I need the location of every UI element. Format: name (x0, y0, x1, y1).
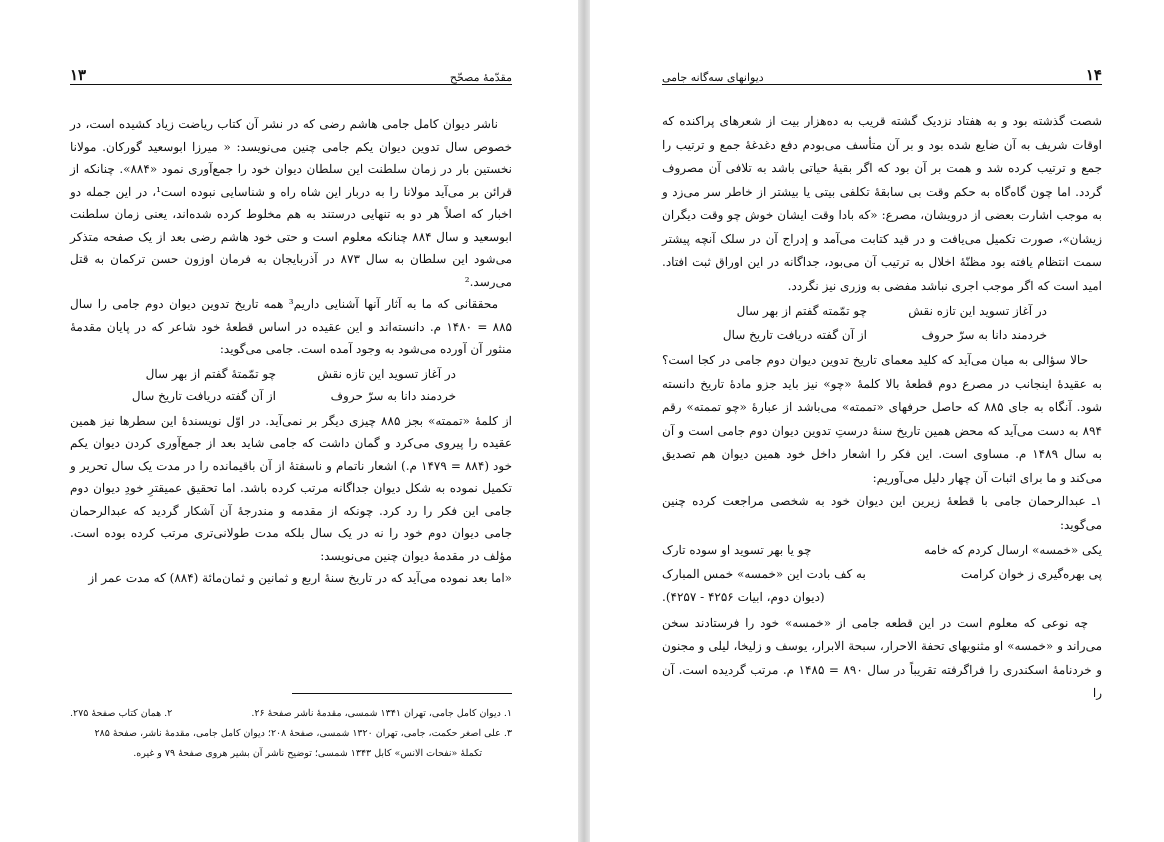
verse-hemistich: از آن گفته دریافت تاریخ سال (131, 389, 276, 403)
running-title: دیوانهای سه‌گانه جامی (662, 71, 764, 84)
verse-line (662, 300, 1102, 324)
verse-block (662, 539, 1102, 610)
page-body (662, 110, 1102, 706)
running-title: مقدّمهٔ مصحّح (449, 71, 512, 84)
footnote-rule (292, 693, 512, 694)
verse-hemistich: چو تمّمته گفتم از بهر سال (736, 304, 867, 318)
paragraph: از کلمهٔ «تممته» بجز ۸۸۵ چیزی دیگر بر نمی‌آید. در اوّل نویسندهٔ این سطرها نیز همین عقیده را پیروی می‌کرد و گمان داشت که جامی شاید بعد از جمع‌آوری کردن دیوان یکم خود (۸۸۴ = ۱۴۷۹ م.) اشعار ناتمام و ناسفتهٔ از آن باقیمانده را در مدت یک سال تحریر و تکمیل نموده به شکل دیوان جداگانه مرتب کرده باشد. اما تحقیق عمیقترِ خودِ دیوان دوم جامی این فکر را رد کرد. چونکه از مقدمه و مندرجهٔ آن آشکار گردید که عبدالرحمان جامی دیوان دوم خود را نه در یک سال بلکه مدت طولانی‌تری مرتب کرده بوده است. مؤلف در مقدمهٔ دیوان چنین می‌نویسد: (70, 413, 513, 563)
header-rule (70, 84, 512, 85)
paragraph: محققانی که ما به آثار آنها آشنایی داریم³ همه تاریخ تدوین دیوان دوم جامی را سال ۸۸۵ = ۱۴۸۰ م. دانسته‌اند و این عقیده در اساس قطعهٔ خود شاعر که در پایان مقدمهٔ منثور آن آورده می‌شود به وجود آمده است. جامی می‌گوید: (70, 297, 512, 356)
footnote: ۲. همان کتاب صفحهٔ ۲۷۵. (70, 708, 173, 719)
verse-line (70, 385, 512, 408)
verse-hemistich: به کف بادت این «خمسه» خمس المبارک (662, 566, 866, 581)
verse-hemistich: چو تمّمتهٔ گفتم از بهر سال (145, 366, 276, 381)
paragraph: چه نوعی که معلوم است در این قطعه جامی از «خمسه» خود را فرستادند سخن می‌راند و «خمسه» او مثنویهای تحفة الاحرار، سبحة الابرار، یوسف و زلیخا، لیلی و مجنون و خردنامهٔ اسکندری را فراگرفته تقریباً در سال ۸۹۰ = ۱۴۸۵ م. مرتب گردیده است. آن را (662, 615, 1103, 700)
header-rule (662, 84, 1102, 85)
verse-hemistich: چو یا بهر تسوید او سوده تارک (662, 543, 812, 557)
verse-hemistich: خردمند دانا به سرّ حروف (921, 327, 1047, 342)
verse-hemistich: در آغاز تسوید این تازه نقش (908, 304, 1047, 318)
page-number: ۱۴ (1085, 66, 1102, 84)
right-page (590, 0, 1164, 842)
footnote-line (70, 704, 512, 724)
book-gutter (578, 0, 590, 842)
footnote: ۳. علی اصغر حکمت، جامی، تهران ۱۳۲۰ شمسی، صفحهٔ ۲۰۸؛ دیوان کامل جامی، مقدمهٔ ناشر، صفحهٔ ۲۸۵ (94, 728, 512, 739)
verse-line (662, 324, 1102, 348)
verse-hemistich: خردمند دانا به سرّ حروف (330, 389, 456, 403)
verse-line (662, 539, 1102, 563)
verse-line (662, 563, 1102, 587)
page-body (70, 113, 512, 590)
verse-hemistich: یکی «خمسه» ارسال کردم که خامه (924, 543, 1102, 557)
left-page (0, 0, 578, 842)
footnote-line (70, 724, 512, 744)
footnote: تکملهٔ «نفحات الانس» کابل ۱۳۴۳ شمسی؛ توضیح ناشر آن بشیر هروی صفحهٔ ۷۹ و غیره. (133, 748, 482, 759)
verse-reference: (دیوان دوم، ابیات ۴۲۵۶ - ۴۲۵۷). (662, 590, 825, 604)
paragraph: «اما بعد نموده می‌آید که در تاریخ سنهٔ اربع و ثمانین و ثمان‌مائة (۸۸۴) که مدت عمر از (88, 571, 512, 585)
paragraph: ناشر دیوان کامل جامی هاشم رضی که در نشر آن کتاب ریاضت زیاد کشیده است، در خصوص سال تدوین دیوان یکم جامی چنین می‌نویسد: « میرزا ابوسعید گورکان. مولانا نخستین بار در زمان سلطنت این سلطان دیوان خود را جمع‌آوری نمود «۸۸۴». چنانکه از قرائن بر می‌آید مولانا را به دربار این شاه راه و شناسایی نبوده است¹، در این جمله دو اخبار که اصلاً هر دو به تنهایی درستند به هم مخلوط کرده شده‌اند، یعنی زمان سلطنت ابوسعید و سال ۸۸۴ چنانکه معلوم است و حتی خود هاشم رضی بعد از یک صفحه متذکر می‌شود این سلطان به سال ۸۷۳ در آذربایجان به فرمان اوزون حسن ترکمان به قتل می‌رسد.² (70, 117, 513, 289)
page-header (70, 60, 512, 84)
page-header (662, 60, 1102, 84)
verse-block (662, 300, 1102, 347)
footnotes (70, 704, 512, 764)
verse-hemistich: پی بهره‌گیری ز خوان کرامت (960, 566, 1102, 581)
paragraph: حالا سؤالی به میان می‌آید که کلید معمای تاریخ تدوین دیوان دوم جامی در کجا است؟ به عقیدهٔ اینجانب در مصرع دوم قطعهٔ بالا کلمهٔ «چو» نیز باید جزو مادهٔ تاریخ دانسته شود. آنگاه به جای ۸۸۵ که حاصل حرفهای «تممته» می‌باشد از عبارهٔ «چو تممته» رقم ۸۹۴ به دست می‌آید که محض همین تاریخ سنهٔ درستِ تدوین دیوان دوم جامی است و آن به سال ۱۴۸۹ م. مساوی است. این فکر را اشعار داخل خود همین دیوان هم تصدیق می‌کند و ما برای اثبات آن چهار دلیل می‌آوریم: (662, 353, 1103, 485)
paragraph: ۱ـ عبدالرحمان جامی با قطعهٔ زیرین این دیوان خود به شخصی مراجعت کرده چنین می‌گوید: (662, 494, 1102, 532)
paragraph: شصت گذشته بود و به هفتاد نزدیک گشته قریب به ده‌هزار بیت از شعرهای پراکنده که اوقات شریف به آن ضایع شده بود و بر آن متأسف می‌بودم دفع دغدغهٔ جمع و ترتیب را جمع و ترتیب کرده شد و همت بر آن بود که اگر بقیهٔ حیاتی باشد به تلافی آن مصروف گردد. اما چون گاه‌گاه به حکم وقت بی سابقهٔ تکلفی بیتی یا بیشتر از خاطر سر می‌زد و به موجب اشارت بعضی از درویشان، مصرع: «که بادا وقت ایشان خوش چو وقت دیگران زیشان»، صورت تکمیل می‌یافت و در قید کتابت می‌آمد و إدراج آن در سلک آنچه پیشتر سمت انتظام یافته بود مظنّهٔ اخلال به ترتیب آن می‌بود، جداگانه در این اوراق ثبت افتاد. امید است که اگر موجب اجری نباشد مفضی به وزری نیز نگردد. (662, 114, 1102, 293)
verse-hemistich: در آغاز تسوید این تازه نقش (317, 366, 456, 381)
verse-line (70, 363, 512, 386)
verse-hemistich: از آن گفته دریافت تاریخ سال (722, 327, 867, 342)
footnote: ۱. دیوان کامل جامی، تهران ۱۳۴۱ شمسی، مقدمهٔ ناشر صفحهٔ ۲۶. (251, 708, 512, 719)
verse-block (70, 363, 512, 408)
footnote-line (70, 744, 512, 764)
page-number: ۱۳ (70, 66, 87, 84)
